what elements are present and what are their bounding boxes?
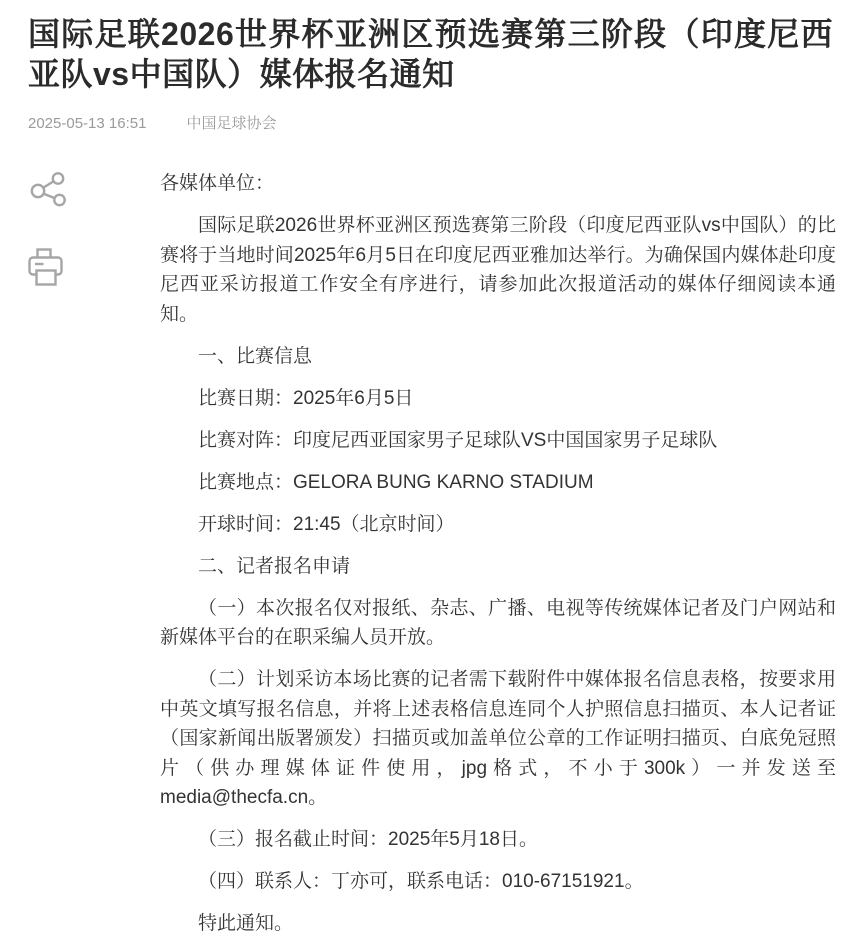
article-paragraph: 各媒体单位： (160, 173, 275, 194)
article-title: 国际足联2026世界杯亚洲区预选赛第三阶段（印度尼西亚队vs中国队）媒体报名通知 (28, 16, 833, 92)
match-date-line: 比赛日期：2025年6月5日 (198, 387, 414, 409)
section-heading-1: 一、比赛信息 (198, 345, 313, 367)
print-icon (28, 248, 66, 288)
source-name: 中国足球协会 (186, 115, 277, 132)
article-paragraph: 国际足联2026世界杯亚洲区预选赛第三阶段（印度尼西亚队vs中国队）的比赛将于当地时间2025年6月5日在印度尼西亚雅加达举行。为确保国内媒体赴印度尼西亚采访报道工作安全有序进行，请参加此次报道活动的媒体仔细阅读本通知。 (160, 215, 836, 325)
article-content (0, 169, 857, 951)
match-venue-line: 比赛地点：GELORA BUNG KARNO STADIUM (198, 471, 594, 493)
closing-line: 特此通知。 (198, 913, 294, 934)
side-toolbar (28, 169, 66, 286)
kickoff-time-line: 开球时间：21:45（北京时间） (198, 513, 455, 535)
section-heading-2: 二、记者报名申请 (198, 555, 351, 577)
publish-time: 2025-05-13 16:51 (28, 115, 147, 132)
deadline-line: （三）报名截止时间：2025年5月18日。 (198, 829, 538, 850)
article-paragraph: （二）计划采访本场比赛的记者需下载附件中媒体报名信息表格，按要求用中英文填写报名信息，并将上述表格信息连同个人护照信息扫描页、本人记者证（国家新闻出版署颁发）扫描页或加盖单位公章的工作证明扫描页、白底免冠照片（供办理媒体证件使用，jpg格式，不小于300k）一并发送至media@thecfa.cn。 (160, 669, 836, 808)
print-button[interactable] (28, 248, 66, 286)
article-body (160, 169, 836, 951)
article-paragraph: （一）本次报名仅对报纸、杂志、广播、电视等传统媒体记者及门户网站和新媒体平台的在职采编人员开放。 (160, 597, 836, 648)
contact-line: （四）联系人：丁亦可，联系电话：010-67151921。 (198, 871, 644, 892)
match-teams-line: 比赛对阵：印度尼西亚国家男子足球队VS中国国家男子足球队 (198, 429, 718, 451)
share-icon (28, 169, 66, 207)
article-meta (28, 112, 857, 133)
share-button[interactable] (28, 169, 66, 207)
